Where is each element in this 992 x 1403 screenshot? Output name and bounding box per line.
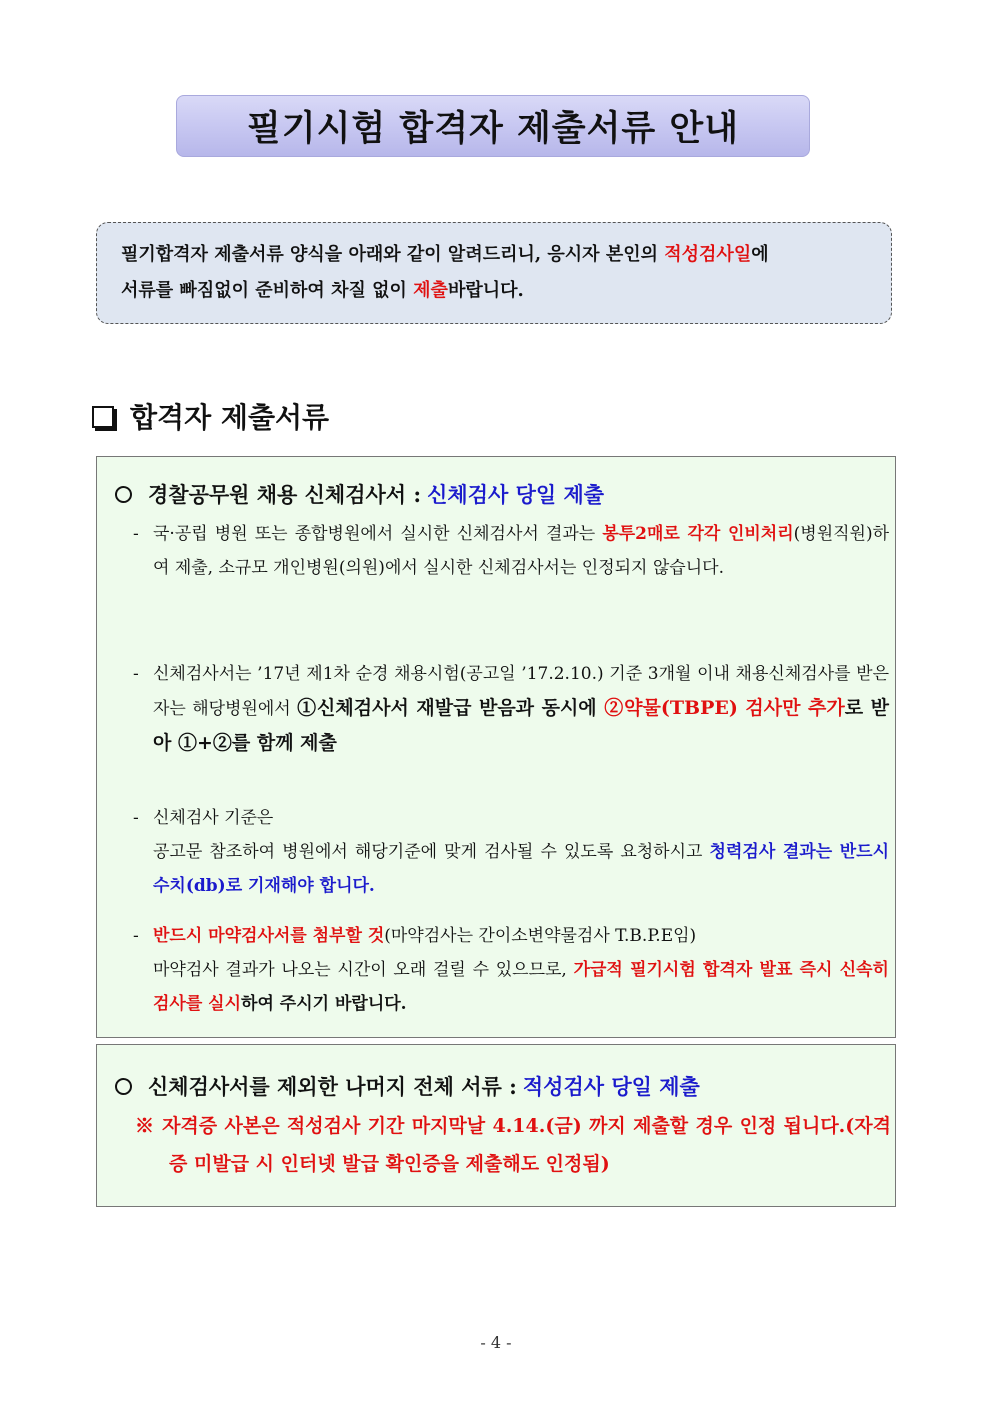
dash-bullet: - <box>133 926 139 946</box>
other-docs-box <box>96 1044 896 1207</box>
notice-text: 서류를 빠짐없이 준비하여 차질 없이 <box>121 280 414 301</box>
circle-bullet-icon <box>115 486 132 503</box>
medical-heading-highlight: 신체검사 당일 제출 <box>427 482 605 507</box>
other-docs-heading-text: 신체검사서를 제외한 나머지 전체 서류 : <box>148 1074 517 1099</box>
item-text: 공고문 참조하여 병원에서 해당기준에 맞게 검사될 수 있도록 요청하시고 <box>153 842 710 862</box>
medical-docs-box <box>96 456 896 1038</box>
item-text: 신체검사서는 ’17년 제1차 순경 채용시험(공고일 ’17.2.10.) 기준 3개월 이내 채용신체검사를 받은자는 해당병원에서 <box>153 664 889 719</box>
medical-item-2 <box>133 657 889 761</box>
item-bold: ①신체검사서 재발급 받음과 동시에 <box>297 697 605 719</box>
notice-line-1 <box>121 237 871 273</box>
square-bullet-icon <box>92 406 114 428</box>
notice-text-end: 바랍니다. <box>447 280 524 301</box>
item-highlight: ②약물(TBPE) 검사만 추가 <box>604 697 845 719</box>
notice-line-2 <box>121 273 871 309</box>
dash-bullet: - <box>133 808 139 828</box>
circle-bullet-icon <box>115 1078 132 1095</box>
medical-heading-text: 경찰공무원 채용 신체검사서 : <box>148 482 422 507</box>
other-docs-heading-highlight: 적성검사 당일 제출 <box>522 1074 700 1099</box>
notice-text-end: 에 <box>751 244 769 265</box>
medical-item-3 <box>133 801 889 903</box>
item-text: 국·공립 병원 또는 종합병원에서 실시한 신체검사서 결과는 <box>153 524 603 544</box>
item-bold: 하여 주시기 바랍니다. <box>241 994 407 1014</box>
page-number: - 4 - <box>480 1333 512 1352</box>
item-highlight: 반드시 마약검사서를 첨부할 것 <box>153 926 385 946</box>
medical-heading <box>115 479 604 509</box>
notice-highlight-submit: 제출 <box>413 280 448 301</box>
medical-item-4 <box>133 919 889 1021</box>
section-heading-text: 합격자 제출서류 <box>130 401 330 434</box>
notice-highlight-date: 적성검사일 <box>664 244 752 265</box>
page-title <box>176 95 810 157</box>
item-text: 신체검사 기준은 <box>153 808 274 828</box>
item-highlight: 가급적 필기시험 합격자 발표 즉시 신속히 검사를 실시 <box>153 960 889 1014</box>
certificate-note: ※ 자격증 사본은 적성검사 기간 마지막날 4.14.(금) 까지 제출할 경우 인정 됩니다.(자격증 미발급 시 인터넷 발급 확인증을 제출해도 인정됨) <box>135 1115 891 1175</box>
page-title-text: 필기시험 합격자 제출서류 안내 <box>246 109 740 149</box>
item-bold: 로 받아 ①+②를 함께 제출 <box>153 697 890 754</box>
dash-bullet: - <box>133 664 139 684</box>
item-text: 마약검사 결과가 나오는 시간이 오래 걸릴 수 있으므로, <box>153 960 574 980</box>
medical-item-1 <box>133 517 889 585</box>
notice-text: 필기합격자 제출서류 양식을 아래와 같이 알려드리니, 응시자 본인의 <box>121 244 665 265</box>
item-highlight: 봉투2매로 각각 인비처리 <box>602 524 794 544</box>
other-docs-heading <box>115 1071 700 1101</box>
dash-bullet: - <box>133 524 139 544</box>
item-text: (병원직원)하여 제출, 소규모 개인병원(의원)에서 실시한 신체검사서는 인정되지 않습니다. <box>153 524 890 578</box>
item-text: (마약검사는 간이소변약물검사 T.B.P.E임) <box>384 926 697 946</box>
section-heading <box>92 396 329 436</box>
item-highlight: 청력검사 결과는 반드시 수치(db)로 기재해야 합니다. <box>153 842 889 896</box>
notice-box <box>96 222 892 324</box>
